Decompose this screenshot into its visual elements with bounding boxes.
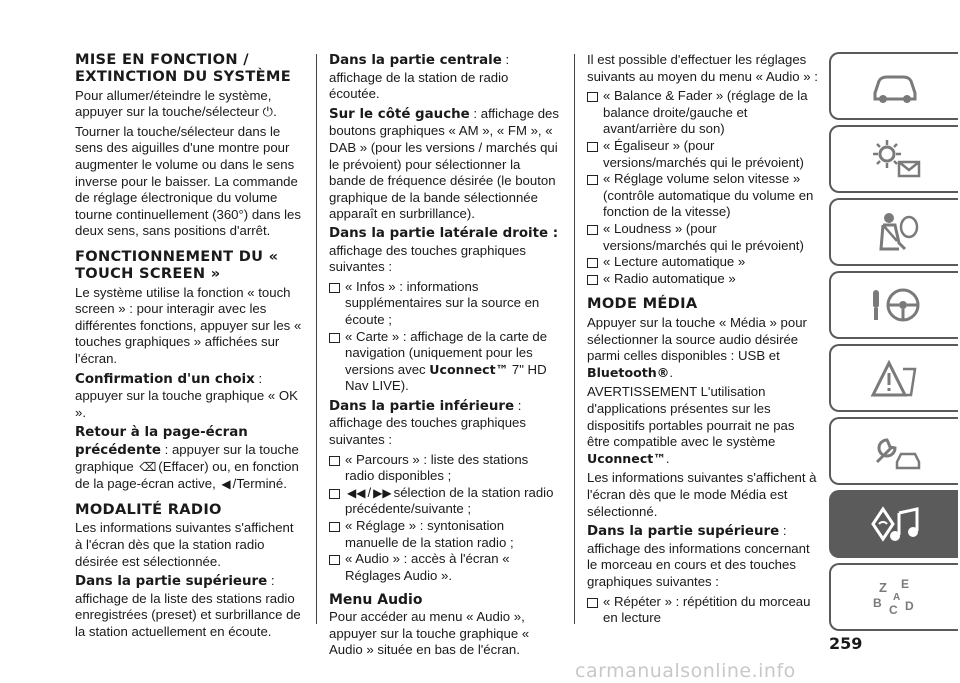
svg-text:D: D — [904, 599, 914, 613]
bullet-box-icon — [329, 456, 340, 466]
svg-text:A: A — [892, 592, 900, 603]
bullet-box-icon — [587, 598, 598, 608]
list-item-text: « Radio automatique » — [603, 270, 736, 286]
text: : affichage des boutons graphiques « AM », « FM », « DAB » (pour les versions / marchés qui le prévoient) pour sélectionner la bande de fréquence désirée (le bouton graphique de la bande sélectionnée apparaît en surbrillance). — [329, 105, 559, 222]
subheading: Dans la partie supérieure — [75, 574, 268, 590]
tab-emergency[interactable] — [829, 344, 958, 412]
paragraph: Pour allumer/éteindre le système, appuyer sur la touche/sélecteur ⏻. — [75, 87, 277, 120]
bullet-box-icon — [587, 92, 598, 102]
tab-car[interactable] — [829, 52, 958, 120]
column-2 — [329, 52, 559, 662]
list-item-text: « Audio » : accès à l'écran « Réglages Audio ». — [345, 551, 510, 583]
paragraph: Il est possible d'effectuer les réglages suivants au moyen du menu « Audio » : — [587, 52, 818, 84]
bullet-box-icon — [329, 522, 340, 532]
previous-track-icon: ◀◀ — [347, 485, 366, 500]
list-item — [329, 452, 559, 485]
heading-mode-media: MODE MÉDIA — [587, 295, 698, 313]
list-item — [329, 551, 559, 584]
list-item-text: « Balance & Fader » (réglage de la balance droite/gauche et avant/arrière du son) — [603, 88, 808, 137]
bullet-box-icon — [587, 142, 598, 152]
brand-name: Bluetooth® — [587, 364, 670, 380]
next-track-icon: ▶▶ — [373, 485, 392, 500]
tab-starting[interactable] — [829, 271, 958, 339]
list-item-text: « Infos » : informations supplémentaires sur la source en écoute ; — [345, 278, 540, 327]
heading-radio: MODALITÉ RADIO — [75, 500, 222, 518]
sun-envelope-icon — [865, 136, 925, 182]
paragraph: Les informations suivantes s'affichent à l'écran dès que le mode Média est sélectionné. — [587, 470, 817, 519]
subheading: Confirmation d'un choix — [75, 371, 255, 387]
steering-key-icon — [865, 282, 925, 328]
list-item: ◀◀ / ▶▶ sélection de la station radio précédente/suivante ; — [329, 485, 559, 518]
text: AVERTISSEMENT L'utilisation d'applications présentes sur les dispositifs portables pourrait ne pas être compatible avec le système — [587, 384, 795, 450]
text: 7" HD Nav LIVE). — [345, 361, 547, 394]
seatbelt-airbag-icon — [865, 209, 925, 255]
list-item — [587, 171, 819, 221]
list-item-text: « Répéter » : répétition du morceau en lecture — [603, 593, 811, 626]
heading-mise-en-fonction: MISE EN FONCTION / EXTINCTION DU SYSTÈME — [75, 51, 291, 85]
bullet-box-icon — [329, 555, 340, 565]
subheading: Dans la partie centrale — [329, 53, 502, 68]
paragraph: Pour accéder au menu « Audio », appuyer sur la touche graphique « Audio » située en bas de l'écran. — [329, 609, 530, 658]
tab-lights[interactable] — [829, 125, 958, 193]
paragraph: Tourner la touche/sélecteur dans le sens des aiguilles d'une montre pour augmenter le volume ou dans le sens inverse pour le baisser. La commande de réglage électronique du volume tourne continuellement (360°) dans les deux sens, sans positions d'arrêt. — [75, 123, 301, 239]
text: /Terminé. — [232, 476, 287, 492]
tab-multimedia[interactable] — [829, 490, 958, 558]
back-arrow-icon: ◀ — [221, 477, 231, 492]
text: : affichage des informations concernant le morceau en cours et des touches graphiques suivantes : — [587, 523, 810, 590]
text: : affichage de la station de radio écoutée. — [329, 52, 510, 102]
delete-icon: ⌫ — [139, 460, 157, 475]
paragraph: Les informations suivantes s'affichent à l'écran dès que la station radio désirée est sélectionnée. — [75, 520, 294, 569]
bullet-box-icon — [329, 489, 340, 499]
heading-touch-screen: FONCTIONNEMENT DU « TOUCH SCREEN » — [75, 247, 279, 282]
bullet-box-icon — [329, 283, 340, 293]
wrench-car-icon — [865, 428, 925, 474]
svg-text:B: B — [872, 596, 882, 610]
svg-text:E: E — [900, 577, 909, 591]
list-item — [329, 329, 559, 395]
bullet-box-icon — [329, 333, 340, 343]
warning-road-icon — [865, 355, 925, 401]
bullet-box-icon — [587, 225, 598, 235]
page-number: 259 — [829, 634, 863, 653]
text: : affichage de la liste des stations radio enregistrées (preset) et surbrillance de la station actuellement en écoute. — [75, 573, 301, 640]
list-item-text: « Parcours » : liste des stations radio disponibles ; — [345, 451, 529, 484]
list-item — [587, 88, 819, 138]
subheading: Dans la partie inférieure — [329, 398, 515, 414]
paragraph: Le système utilise la fonction « touch screen » : pour interagir avec les différentes fonctions, appuyer sur les « touches graphiques » affichées sur l'écran. — [75, 284, 302, 366]
list-item-text: « Réglage » : syntonisation manuelle de la station radio ; — [345, 518, 514, 550]
bullet-box-icon — [587, 175, 598, 185]
svg-text:C: C — [888, 603, 898, 617]
text: : appuyer sur la touche graphique — [75, 441, 299, 475]
list-item — [329, 518, 559, 551]
tab-index[interactable] — [829, 563, 958, 631]
text: : appuyer sur la touche graphique « OK ». — [75, 370, 298, 420]
list-item-text: sélection de la station radio précédente/suivante ; — [345, 484, 554, 517]
column-divider — [316, 54, 317, 624]
chapter-tabs — [829, 52, 960, 636]
subheading: Retour à la page-écran précédente — [75, 425, 248, 458]
subheading-menu-audio: Menu Audio — [329, 592, 423, 609]
column-1 — [75, 52, 303, 644]
list-item-text: « Loudness » (pour versions/marchés qui le prévoient) — [603, 220, 804, 253]
list-item-text: « Réglage volume selon vitesse » (contrôle automatique du volume en fonction de la vitesse) — [603, 171, 814, 220]
list-item — [587, 221, 819, 254]
subheading: Dans la partie supérieure — [587, 524, 780, 540]
bullet-box-icon — [587, 258, 598, 268]
text: : affichage des touches graphiques suivantes : — [329, 397, 526, 448]
list-item — [329, 279, 559, 329]
subheading: Sur le côté gauche — [329, 106, 470, 122]
car-icon — [865, 63, 925, 109]
list-item-text: « Carte » : affichage de la carte de navigation (uniquement pour les versions avec — [345, 328, 548, 377]
tab-maintenance[interactable] — [829, 417, 958, 485]
brand-name: Uconnect™ — [587, 450, 666, 466]
list-item — [587, 254, 819, 271]
brand-name: Uconnect™ — [429, 361, 509, 377]
watermark: carmanualsonline.info — [575, 660, 796, 682]
list-item — [587, 271, 819, 288]
column-divider — [574, 54, 575, 624]
text: Appuyer sur la touche « Média » pour sélectionner la source audio désirée parmi celles disponibles : USB et — [587, 315, 807, 364]
audio-nav-icon — [865, 501, 925, 547]
text: (Effacer) ou, en fonction de la page-écran active, — [75, 459, 299, 492]
list-item-text: « Lecture automatique » — [603, 254, 746, 270]
list-item — [587, 138, 819, 171]
index-letters-icon — [865, 574, 925, 620]
svg-text:Z: Z — [878, 580, 887, 595]
list-item-text: « Égaliseur » (pour versions/marchés qui le prévoient) — [603, 137, 804, 170]
list-item — [587, 594, 819, 627]
tab-safety[interactable] — [829, 198, 958, 266]
subheading: Dans la partie latérale droite : — [329, 225, 559, 241]
column-3: Il est possible d'effectuer les réglages suivants au moyen du menu « Audio » : « Balance & Fader » (réglage de la balance droite/gauche et avant/arrière du son) « Égaliseur » (pour versions/marchés qui le prévoient) « Réglage volume selon vitesse » (contrôle automatique du volume en fonction de la vitesse) « Loudness » (pour versions/marchés qui le prévoient) « Lecture automatique » « Radio automatique » MODE MÉDIA Appuyer sur la touche « Média » pour sélectionner la source audio désirée parmi celles disponibles : USB et Bluetooth®. AVERTISSEMENT L'utilisation d'applications présentes sur les dispositifs portables pourrait ne pas être compatible avec le système Uconnect™. Les informations suivantes s'affichent à l'écran dès que le mode Média est sélectionné. Dans la partie supérieure : affichage des informations concernant le morceau en cours et des touches graphiques suivantes : « Répéter » : répétition du morceau en lecture — [587, 52, 818, 626]
paragraph: affichage des touches graphiques suivantes : — [329, 242, 526, 275]
bullet-box-icon — [587, 275, 598, 285]
